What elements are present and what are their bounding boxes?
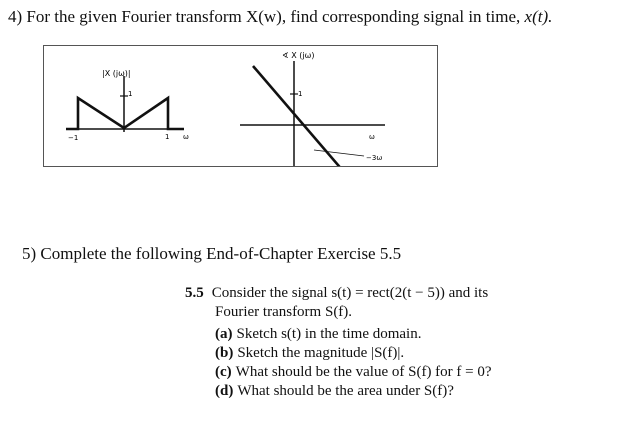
phase-tick-label: 1: [298, 90, 303, 98]
fourier-plots: [44, 46, 437, 166]
fourier-transform-figure: [43, 45, 438, 167]
magnitude-x-right-label: 1: [165, 133, 170, 141]
exercise-part-b: [215, 344, 492, 363]
part-text: What should be the value of S(f) for f = 0?: [235, 364, 492, 380]
question-4-number: 4): [8, 7, 23, 26]
part-label: (a): [215, 326, 233, 342]
exercise-line-1: Consider the signal s(t) = rect(2(t − 5)) and its: [211, 285, 489, 301]
part-text: Sketch the magnitude |S(f)|.: [237, 345, 405, 361]
phase-line: [253, 66, 344, 166]
question-4: [8, 7, 552, 27]
magnitude-curve: [66, 98, 184, 129]
exercise-5-5: [185, 284, 492, 401]
magnitude-x-left-label: −1: [68, 134, 79, 142]
magnitude-plot: [66, 69, 189, 142]
magnitude-tick-label: 1: [128, 90, 133, 98]
part-label: (b): [215, 345, 234, 361]
question-5: [22, 244, 401, 264]
phase-label: ∢ X (jω): [282, 51, 315, 60]
magnitude-axis-label: ω: [183, 133, 189, 141]
phase-axis-label: ω: [369, 133, 375, 141]
exercise-parts: [185, 325, 492, 401]
exercise-number: 5.5: [185, 285, 204, 301]
part-text: Sketch s(t) in the time domain.: [236, 326, 422, 342]
part-label: (c): [215, 364, 232, 380]
question-5-number: 5): [22, 244, 37, 263]
phase-callout: [314, 150, 364, 156]
part-text: What should be the area under S(f)?: [237, 383, 454, 399]
part-label: (d): [215, 383, 234, 399]
magnitude-label: |X (jω)|: [102, 69, 131, 78]
phase-value-label: −3ω: [366, 154, 383, 162]
question-4-text: For the given Fourier transform X(w), find corresponding signal in time,: [26, 7, 521, 26]
phase-plot: [240, 51, 385, 166]
exercise-line-2: Fourier transform S(f).: [215, 304, 353, 320]
exercise-intro: [185, 284, 492, 303]
question-5-text: Complete the following End-of-Chapter Exercise 5.5: [40, 244, 402, 263]
question-4-signal: x(t).: [524, 7, 553, 26]
exercise-part-c: [215, 363, 492, 382]
exercise-part-d: [215, 382, 492, 401]
exercise-part-a: [215, 325, 492, 344]
